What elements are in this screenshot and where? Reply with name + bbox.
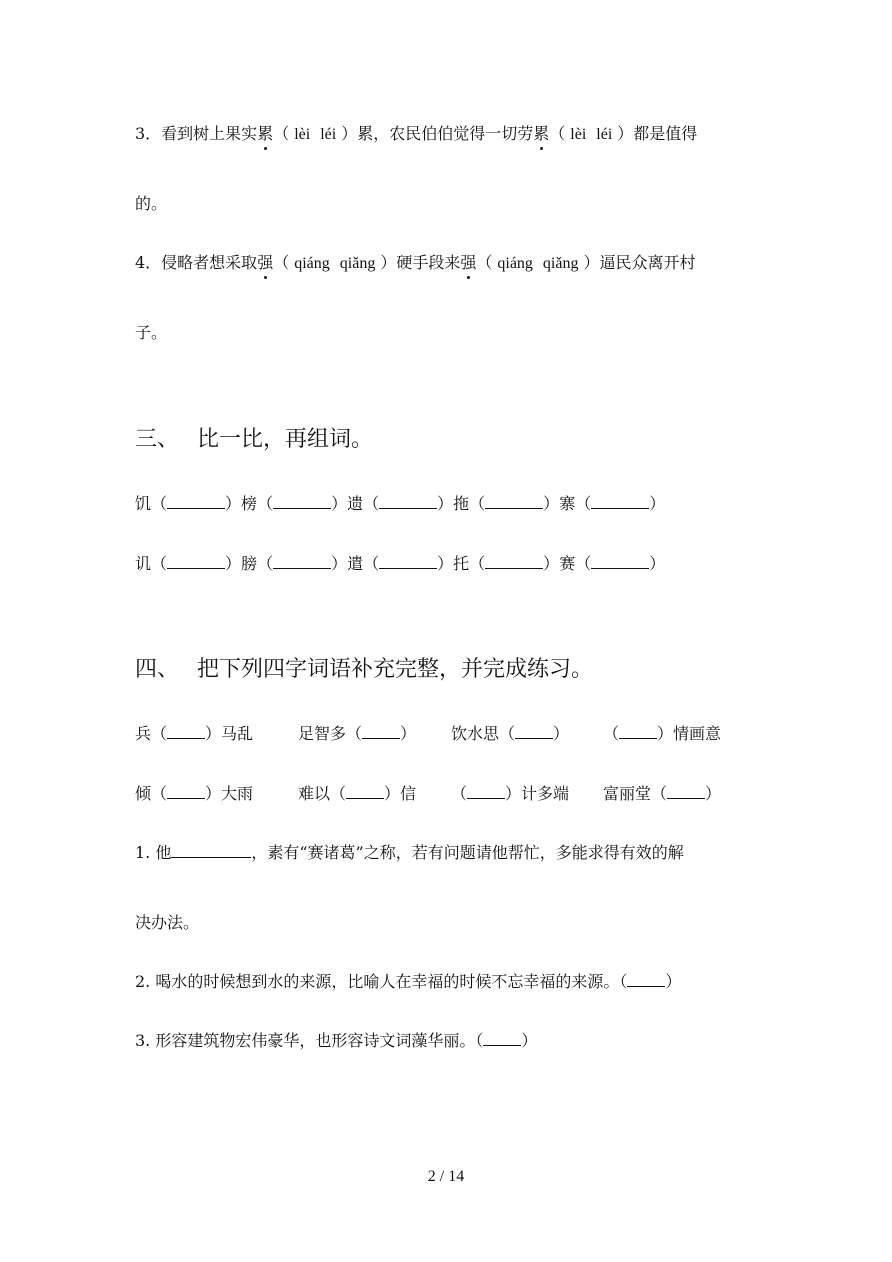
answer-blank[interactable] [346, 784, 384, 799]
compare-row-2 [135, 554, 665, 574]
answer-blank[interactable] [667, 784, 705, 799]
section-3-title: 比一比，再组词。 [197, 427, 374, 452]
pinyin-option: qiǎng [542, 255, 579, 272]
question-2: 2. 喝水的时候想到水的来源，比喻人在幸福的时候不忘幸福的来源。（ ） [135, 972, 682, 991]
idiom-item: 饮水思（ ） [451, 724, 570, 743]
compare-item: 拖（ ） [453, 494, 560, 513]
answer-blank[interactable] [485, 554, 543, 569]
answer-blank[interactable] [167, 494, 225, 509]
answer-blank[interactable] [167, 554, 225, 569]
question-3-text: 3. 形容建筑物宏伟豪华，也形容诗文词藻华丽。（ [135, 1031, 484, 1050]
pinyin-option: qiáng [497, 255, 533, 272]
idiom-item: （ ）计多端 [451, 784, 570, 803]
answer-blank[interactable] [362, 724, 400, 739]
answer-blank[interactable] [591, 554, 649, 569]
question-1-line-1 [135, 843, 684, 863]
item-4-line-2: 子。 [135, 323, 168, 342]
compare-row-1 [135, 494, 665, 514]
pinyin-option: qiáng [294, 255, 330, 272]
answer-blank[interactable] [485, 494, 543, 509]
item-4-text-1: 4．侵略者想采取 [135, 253, 258, 272]
compare-item: 托（ ） [453, 554, 560, 573]
answer-blank[interactable] [167, 724, 205, 739]
question-2-text: 2. 喝水的时候想到水的来源，比喻人在幸福的时候不忘幸福的来源。（ [135, 972, 628, 991]
item-3-target-char-1: 累 [257, 124, 274, 143]
item-3-line-1: 3．看到树上果实累（ lèi léi ）累，农民伯伯觉得一切劳累（ lèi léi ）都是值得 [135, 124, 698, 143]
answer-blank[interactable] [467, 784, 505, 799]
item-4-text-3: 逼民众离开村 [599, 253, 696, 272]
section-3-number: 三、 [135, 427, 180, 452]
answer-blank[interactable] [627, 972, 665, 987]
question-3: 3. 形容建筑物宏伟豪华，也形容诗文词藻华丽。（ ） [135, 1031, 538, 1050]
pinyin-option: léi [596, 126, 613, 143]
idiom-item: 富丽堂（ ） [603, 784, 722, 803]
compare-item: 遣（ ） [347, 554, 454, 573]
pinyin-option: qiǎng [339, 255, 376, 272]
idiom-item: 足智多（ ） [298, 724, 417, 743]
compare-item: 遗（ ） [347, 494, 454, 513]
item-4-target-char-2: 强 [460, 253, 477, 272]
compare-item: 膀（ ） [241, 554, 348, 573]
idiom-item: 兵（ ）马乱 [135, 724, 254, 743]
item-3-line-2: 的。 [135, 194, 168, 213]
compare-item: 赛（ ） [559, 554, 666, 573]
compare-item: 榜（ ） [241, 494, 348, 513]
answer-blank[interactable] [483, 1031, 521, 1046]
pinyin-option: lèi [294, 126, 311, 143]
answer-blank[interactable] [591, 494, 649, 509]
answer-blank[interactable] [273, 494, 331, 509]
question-1-prefix: 1. 他 [135, 843, 172, 862]
answer-blank[interactable] [171, 843, 251, 858]
pinyin-option: lèi [570, 126, 587, 143]
compare-item: 讥（ ） [135, 554, 242, 573]
section-4-title: 把下列四字词语补充完整，并完成练习。 [197, 657, 594, 682]
compare-item: 寨（ ） [559, 494, 666, 513]
item-3-target-char-2: 累 [533, 124, 550, 143]
item-3-text-1: 3．看到树上果实 [135, 124, 258, 143]
item-3-text-3: 都是值得 [633, 124, 698, 143]
answer-blank[interactable] [619, 724, 657, 739]
answer-blank[interactable] [379, 554, 437, 569]
item-4-target-char-1: 强 [257, 253, 274, 272]
idiom-item: 难以（ ）信 [298, 784, 417, 803]
item-4-line-1: 4．侵略者想采取强（ qiáng qiǎng ）硬手段来强（ qiáng qiǎng ）逼民众离开村 [135, 253, 696, 272]
item-3-text-2: 累，农民伯伯觉得一切劳 [357, 124, 534, 143]
answer-blank[interactable] [379, 494, 437, 509]
item-4-text-2: 硬手段来 [396, 253, 461, 272]
question-1-text: ，素有“赛诸葛”之称，若有问题请他帮忙，多能求得有效的解 [251, 843, 684, 862]
idiom-item: 倾（ ）大雨 [135, 784, 254, 803]
section-3-heading [135, 426, 373, 454]
page-number: 2 / 14 [427, 1168, 465, 1185]
section-4-heading [135, 656, 593, 684]
idiom-item: （ ）情画意 [603, 724, 722, 743]
answer-blank[interactable] [273, 554, 331, 569]
compare-item: 饥（ ） [135, 494, 242, 513]
pinyin-option: léi [320, 126, 337, 143]
section-4-number: 四、 [135, 657, 180, 682]
answer-blank[interactable] [167, 784, 205, 799]
question-1-line-2: 决办法。 [135, 913, 200, 932]
answer-blank[interactable] [515, 724, 553, 739]
